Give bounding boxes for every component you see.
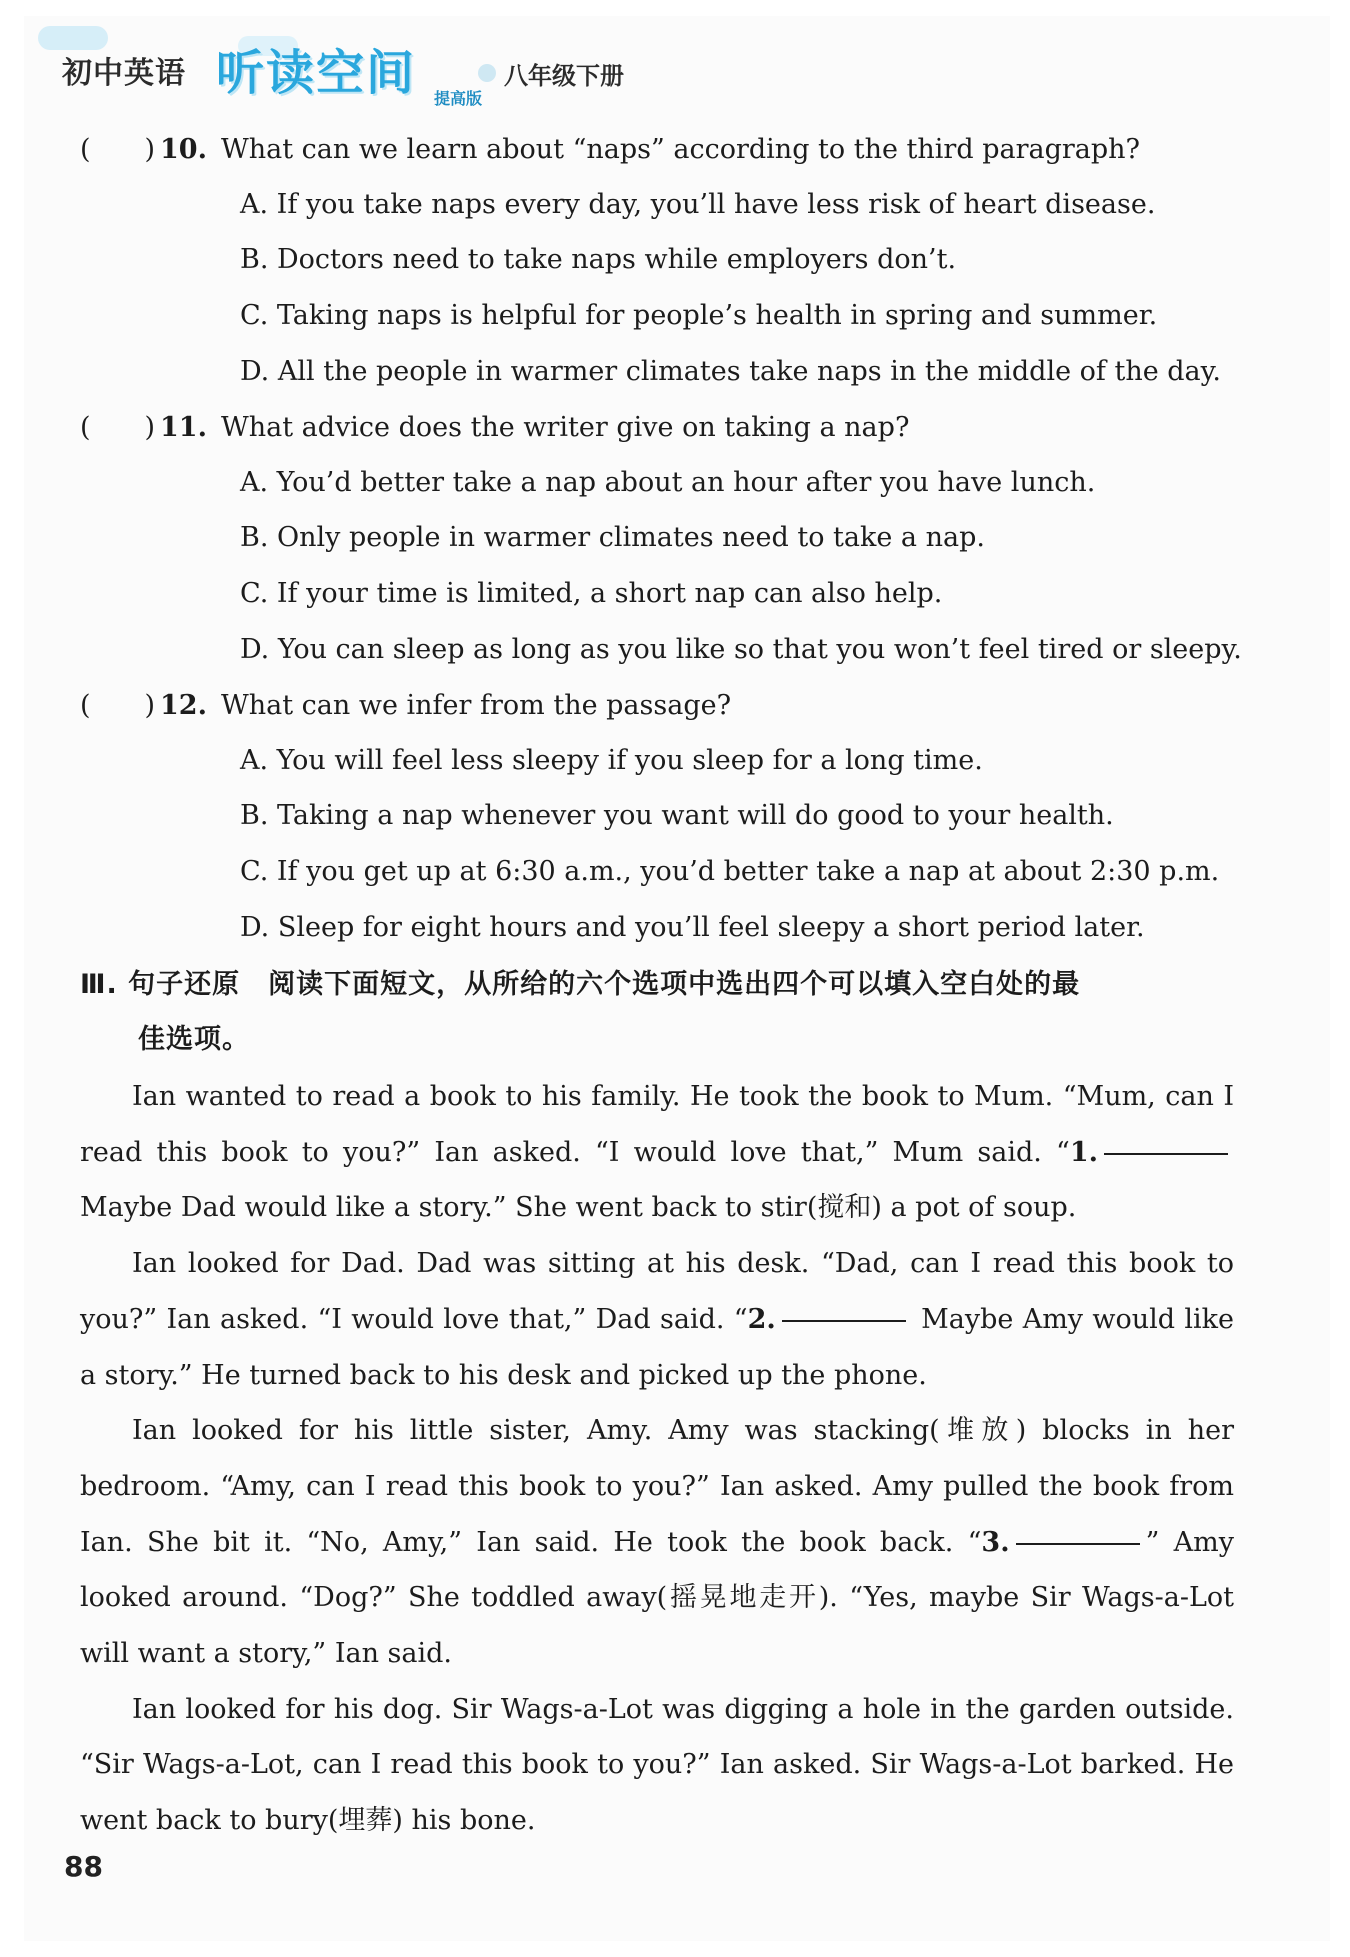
question-stem: What can we infer from the passage?	[220, 690, 732, 721]
grade-label: 八年级下册	[504, 62, 624, 90]
question-number: 11.	[160, 412, 207, 443]
question-12	[80, 686, 731, 726]
brand-logo-text: 听读空间	[216, 45, 417, 101]
answer-blank[interactable]	[1104, 1152, 1228, 1155]
option-b: B. Doctors need to take naps while employers don’t.	[240, 244, 957, 275]
question-10	[80, 130, 1140, 170]
page-number: 88	[64, 1850, 103, 1883]
section-instruction-line: 佳选项。	[138, 1024, 250, 1055]
passage-text: Maybe Dad would like a story.” She went back to stir(搅和) a pot of soup.	[80, 1192, 1077, 1224]
passage-paragraph	[80, 1236, 1234, 1403]
question-number: 10.	[160, 134, 207, 165]
option-a: A. You’d better take a nap about an hour after you have lunch.	[240, 467, 1096, 498]
option-c: C. If you get up at 6:30 a.m., you’d better take a nap at about 2:30 p.m.	[240, 856, 1220, 887]
option-c: C. If your time is limited, a short nap can also help.	[240, 578, 943, 609]
reading-passage	[80, 1069, 1234, 1849]
series-title: 初中英语	[62, 56, 186, 91]
passage-text: Ian wanted to read a book to his family. He took the book to Mum. “Mum, can I read this book to you?” Ian asked. “I would love that,” Mum said. “	[80, 1081, 1234, 1168]
blank-number: 2.	[747, 1303, 776, 1335]
option-c: C. Taking naps is helpful for people’s health in spring and summer.	[240, 300, 1158, 331]
option-a: A. You will feel less sleepy if you sleep for a long time.	[240, 745, 983, 776]
question-stem: What can we learn about “naps” according to the third paragraph?	[220, 134, 1141, 165]
passage-text: Ian looked for Dad. Dad was sitting at his desk. “Dad, can I read this book to you?” Ian asked. “I would love that,” Dad said. “	[80, 1248, 1234, 1335]
answer-blank[interactable]	[1016, 1542, 1140, 1545]
answer-bracket: ( )	[80, 134, 156, 165]
page-header	[38, 26, 718, 116]
answer-bracket: ( )	[80, 690, 156, 721]
edition-label: 提高版	[434, 89, 483, 108]
passage-paragraph	[80, 1403, 1234, 1682]
question-number: 12.	[160, 690, 207, 721]
option-d: D. You can sleep as long as you like so that you won’t feel tired or sleepy.	[240, 634, 1242, 665]
section-instruction-line: Ⅲ. 句子还原 阅读下面短文，从所给的六个选项中选出四个可以填入空白处的最	[80, 969, 1081, 1000]
cloud-decoration	[38, 26, 108, 50]
question-stem: What advice does the writer give on taking a nap?	[220, 412, 910, 443]
passage-text: Maybe Amy would like a story.” He turned back to his desk and picked up the phone.	[80, 1303, 1234, 1391]
blank-number: 3.	[981, 1526, 1010, 1558]
passage-paragraph	[80, 1069, 1234, 1236]
passage-text: Ian looked for his little sister, Amy. Amy was stacking(堆放) blocks in her bedroom. “Amy, can I read this book to you?” Ian asked. Amy pulled the book from Ian. She bit it. “No, Amy,” Ian said. He took the book back. “	[80, 1415, 1234, 1558]
question-11	[80, 408, 909, 448]
option-d: D. Sleep for eight hours and you’ll feel sleepy a short period later.	[240, 912, 1145, 943]
option-b: B. Taking a nap whenever you want will do good to your health.	[240, 800, 1114, 831]
bubble-decoration	[478, 64, 496, 82]
answer-blank[interactable]	[782, 1319, 906, 1322]
passage-paragraph: Ian looked for his dog. Sir Wags-a-Lot was digging a hole in the garden outside. “Sir Wags-a-Lot, can I read this book to you?” Ian asked. Sir Wags-a-Lot barked. He went back to bury(埋葬) his bone.	[80, 1693, 1234, 1837]
section-heading	[80, 963, 1080, 1062]
answer-bracket: ( )	[80, 412, 156, 443]
blank-number: 1.	[1069, 1136, 1098, 1168]
option-b: B. Only people in warmer climates need to take a nap.	[240, 522, 985, 553]
option-a: A. If you take naps every day, you’ll have less risk of heart disease.	[240, 189, 1156, 220]
passage-text: ” Amy looked around. “Dog?” She toddled away(摇晃地走开). “Yes, maybe Sir Wags-a-Lot will want a story,” Ian said.	[80, 1526, 1234, 1670]
option-d: D. All the people in warmer climates take naps in the middle of the day.	[240, 356, 1221, 387]
